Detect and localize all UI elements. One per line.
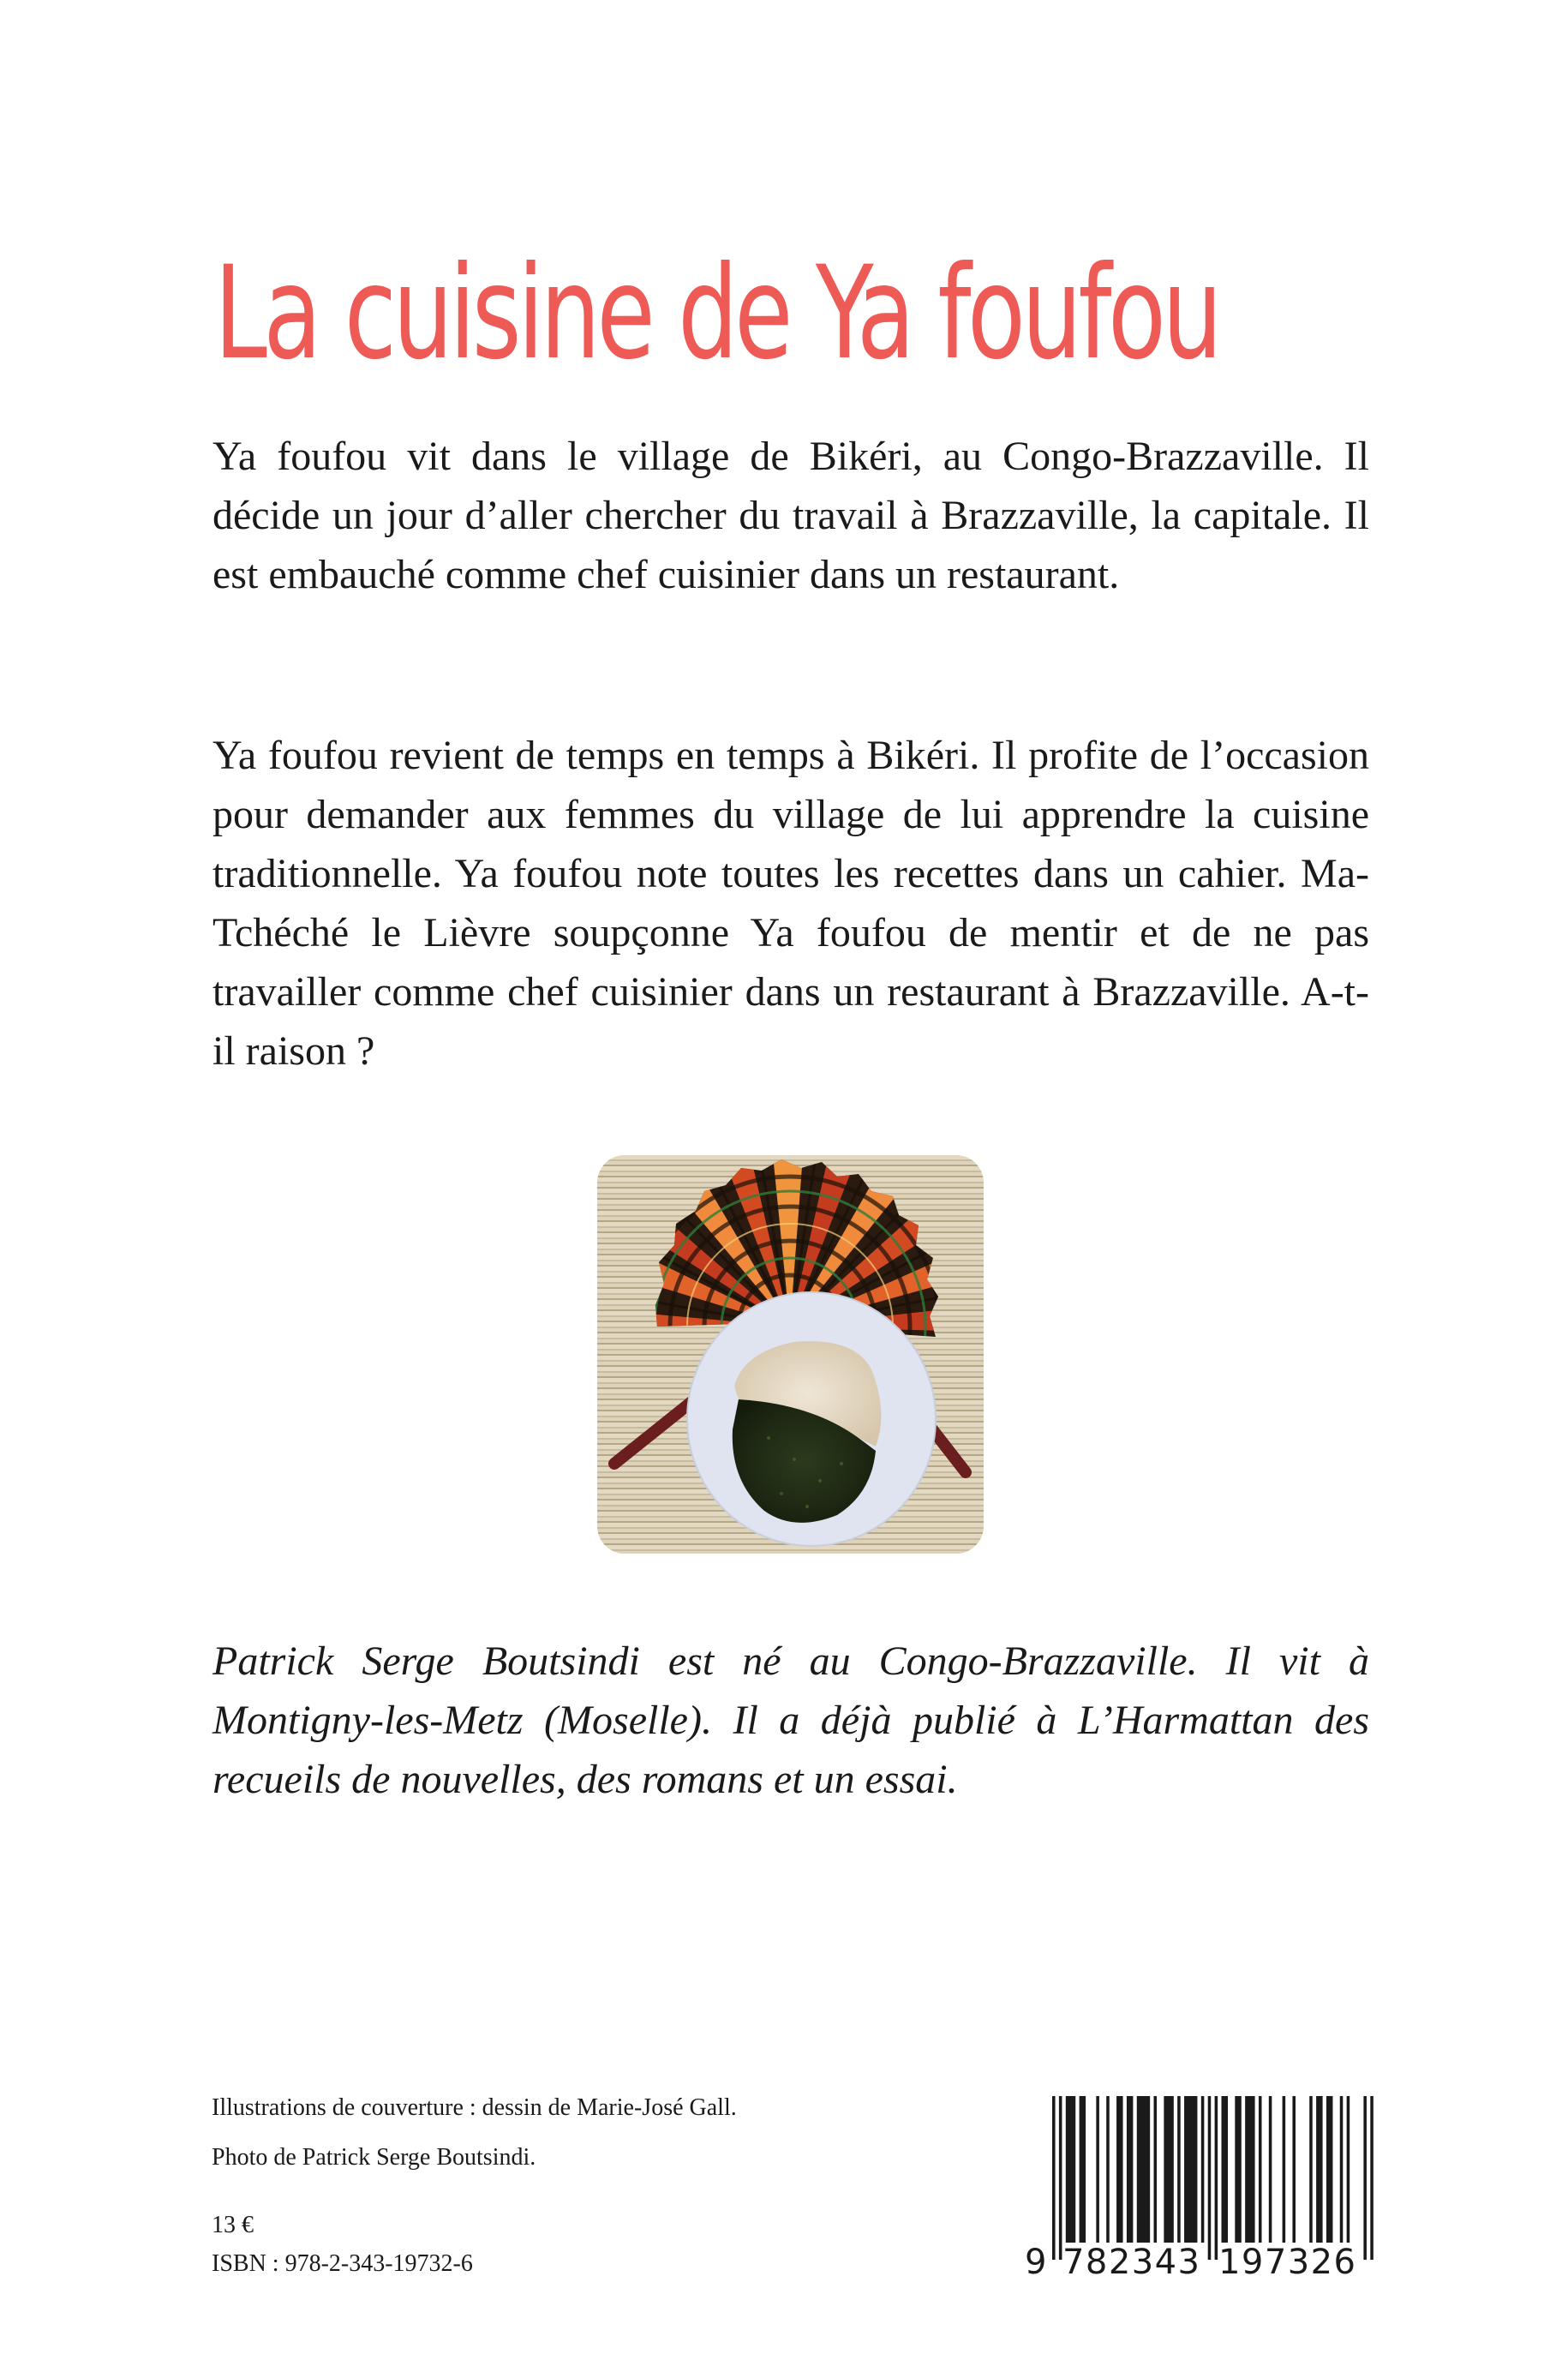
barcode-bar [1292,2096,1296,2243]
book-title: La cuisine de Ya foufou [214,238,1219,388]
barcode-bar [1245,2096,1254,2243]
barcode-bar [1177,2096,1181,2243]
barcode-first-digit: 9 [1025,2243,1047,2279]
barcode-bar [1080,2096,1086,2243]
barcode-bar [1164,2096,1173,2243]
barcode-bar [1106,2096,1110,2243]
isbn-barcode [1020,2091,1388,2279]
barcode-bar [1059,2096,1062,2260]
dish-photo-illustration [597,1155,984,1554]
author-bio: Patrick Serge Boutsindi est né au Congo-Brazzaville. Il vit à Montigny-les-Metz (Moselle). Il a déjà publié à L’Harmattan des recueils de nouvelles, des romans et un essai. [212,1638,1369,1802]
cover-photo [597,1155,984,1554]
barcode-bar [1347,2096,1350,2243]
barcode-bar [1137,2096,1150,2243]
photo-credit: Photo de Patrick Serge Boutsindi. [212,2144,536,2171]
blurb-paragraph-2: Ya foufou revient de temps en temps à Bikéri. Il profite de l’occasion pour demander aux femmes du village de lui apprendre la cuisine traditionnelle. Ya foufou note toutes les recettes dans un cahier. Ma-Tchéché le Lièvre soupçonne Ya foufou de mentir et de ne pas travailler comme chef cuisinier dans un restaurant à Brazzaville. A-t-il raison ? [212,733,1369,1074]
barcode-bar [1363,2096,1367,2260]
barcode-bar [1222,2096,1229,2243]
barcode-bar [1259,2096,1262,2243]
blurb-paragraph-1: Ya foufou vit dans le village de Bikéri, au Congo-Brazzaville. Il décide un jour d’aller chercher du travail à Brazzaville, la capitale. Il est embauché comme chef cuisinier dans un restaurant. [212,434,1369,597]
barcode-bar [1370,2096,1373,2260]
barcode-bar [1309,2096,1313,2243]
barcode-left-digits: 782343 [1062,2243,1200,2279]
barcode-bar [1235,2096,1242,2243]
barcode-bar [1052,2096,1056,2260]
barcode-bar [1154,2096,1158,2243]
barcode-bar [1269,2096,1272,2243]
barcode-bar [1283,2096,1286,2243]
barcode-bar [1184,2096,1197,2243]
illustration-credit: Illustrations de couverture : dessin de Marie-José Gall. [212,2094,737,2121]
barcode-bar [1215,2096,1218,2260]
barcode-right-digits: 197326 [1218,2243,1356,2279]
barcode-bar [1340,2096,1344,2243]
barcode-bar [1116,2096,1123,2243]
barcode-bar [1208,2096,1212,2260]
barcode-bar [1096,2096,1099,2243]
barcode-bar [1201,2096,1205,2243]
barcode-bar [1316,2096,1323,2243]
price: 13 € [212,2212,254,2238]
barcode-bar [1326,2096,1333,2243]
isbn: ISBN : 978-2-343-19732-6 [212,2250,473,2277]
barcode-bar [1066,2096,1075,2243]
barcode-bar [1127,2096,1134,2243]
